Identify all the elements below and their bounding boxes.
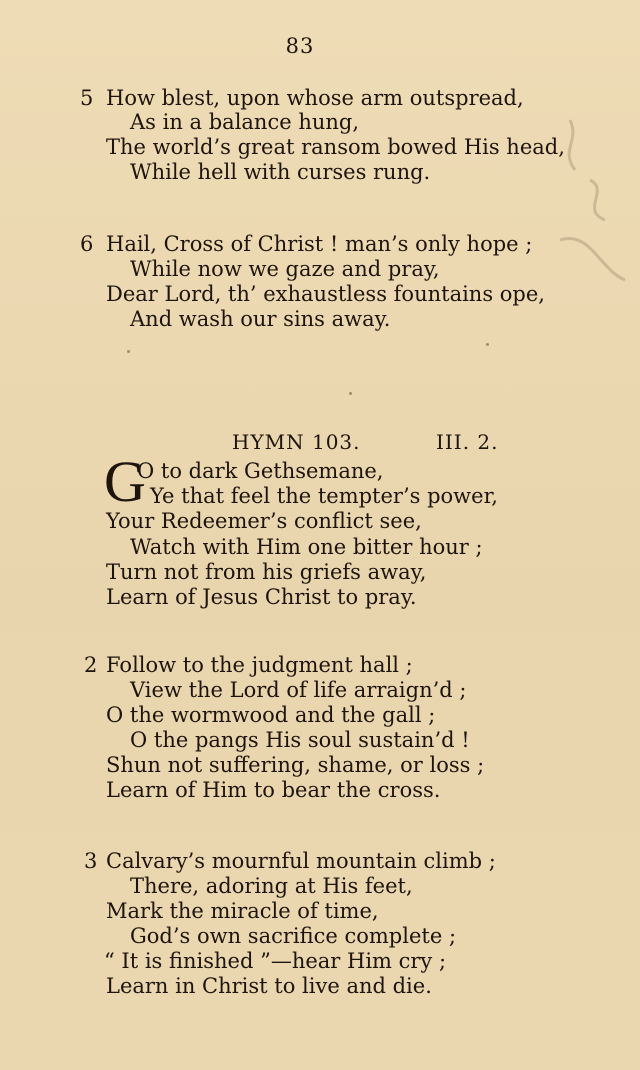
verse-line: O the pangs His soul sustain’d ! <box>130 728 470 752</box>
verse-line: While hell with curses rung. <box>130 160 431 184</box>
verse-line: And wash our sins away. <box>130 307 391 331</box>
verse-line: Learn of Him to bear the cross. <box>106 778 441 802</box>
verse-line: Watch with Him one bitter hour ; <box>130 535 483 559</box>
verse-line: God’s own sacrifice complete ; <box>130 924 457 948</box>
verse-line: Calvary’s mournful mountain climb ; <box>106 849 496 873</box>
verse-line: Your Redeemer’s conflict see, <box>106 509 422 533</box>
verse-line: View the Lord of life arraign’d ; <box>130 678 467 702</box>
verse-line: Turn not from his griefs away, <box>106 560 427 584</box>
paper-speck <box>349 392 352 395</box>
verse-line: As in a balance hung, <box>130 110 360 134</box>
verse-line: O to dark Gethsemane, <box>137 459 384 483</box>
paper-speck <box>486 343 489 346</box>
verse-line: O the wormwood and the gall ; <box>106 703 436 727</box>
page-number: 83 <box>285 34 315 58</box>
stanza-number: 2 <box>84 653 98 677</box>
verse-line: Ye that feel the tempter’s power, <box>150 484 498 508</box>
stanza-number: 5 <box>80 86 94 110</box>
hymn-meter: III. 2. <box>436 430 499 454</box>
verse-line: “ It is finished ”—hear Him cry ; <box>104 949 447 973</box>
verse-line: Learn in Christ to live and die. <box>106 974 432 998</box>
verse-line: The world’s great ransom bowed His head, <box>106 135 565 159</box>
hymn-title: HYMN 103. <box>232 430 361 454</box>
verse-line: Hail, Cross of Christ ! man’s only hope ; <box>106 232 533 256</box>
verse-line: While now we gaze and pray, <box>130 257 440 281</box>
verse-line: Mark the miracle of time, <box>106 899 379 923</box>
stanza-number: 6 <box>80 232 94 256</box>
verse-line: Learn of Jesus Christ to pray. <box>106 585 417 609</box>
verse-line: How blest, upon whose arm outspread, <box>106 86 524 110</box>
drop-cap: G <box>104 449 146 514</box>
paper-speck <box>127 350 130 353</box>
stanza-number: 3 <box>84 849 98 873</box>
verse-line: Shun not suffering, shame, or loss ; <box>106 753 485 777</box>
verse-line: Follow to the judgment hall ; <box>106 653 413 677</box>
verse-line: There, adoring at His feet, <box>130 874 413 898</box>
verse-line: Dear Lord, th’ exhaustless fountains ope, <box>106 282 545 306</box>
